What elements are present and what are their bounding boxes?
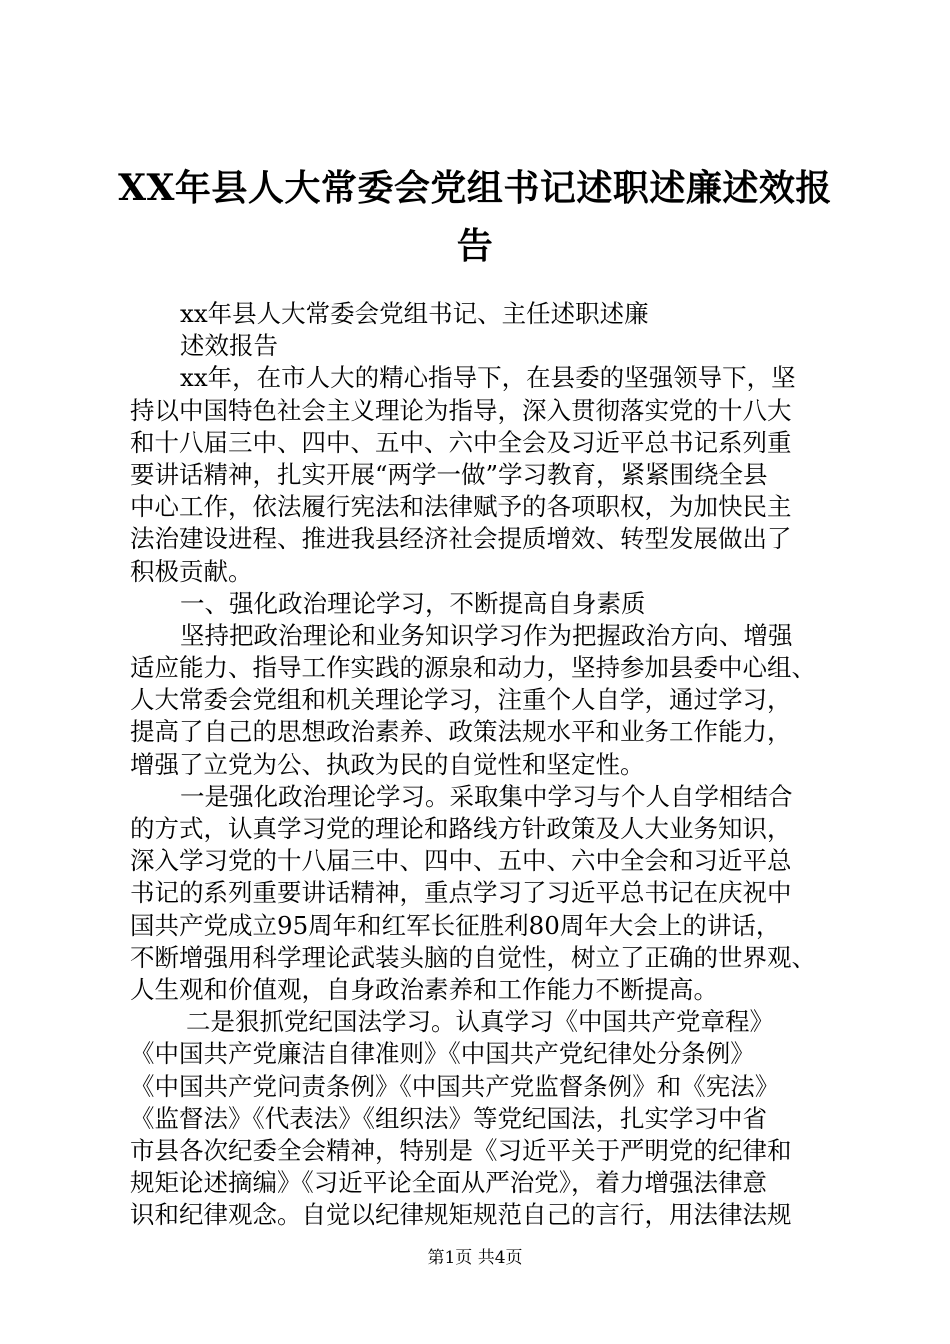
body-line: 市县各次纪委全会精神，特别是《习近平关于严明党的纪律和 (130, 1135, 792, 1165)
body-line: 提高了自己的思想政治素养、政策法规水平和业务工作能力， (130, 717, 792, 747)
body-line: 《监督法》《代表法》《组织法》等党纪国法，扎实学习中省 (130, 1103, 767, 1133)
body-line: 国共产党成立95周年和红军长征胜利80周年大会上的讲话， (130, 910, 781, 940)
body-line: 人生观和价值观，自身政治素养和工作能力不断提高。 (130, 974, 718, 1004)
body-line: 一是强化政治理论学习。采取集中学习与个人自学相结合 (180, 781, 793, 811)
document-title-line-1: XX年县人大常委会党组书记述职述廉述效报 (118, 167, 832, 209)
body-line: 持以中国特色社会主义理论为指导，深入贯彻落实党的十八大 (130, 395, 792, 425)
body-line: 识和纪律观念。自觉以纪律规矩规范自己的言行，用法律法规 (130, 1200, 792, 1230)
body-line: 深入学习党的十八届三中、四中、五中、六中全会和习近平总 (130, 846, 792, 876)
body-line: 《中国共产党廉洁自律准则》《中国共产党纪律处分条例》 (130, 1039, 755, 1069)
body-line: 坚持把政治理论和业务知识学习作为把握政治方向、增强 (180, 620, 793, 650)
body-line: 《中国共产党问责条例》《中国共产党监督条例》和《宪法》 (130, 1071, 780, 1101)
page-footer: 第1页 共4页 (427, 1248, 523, 1268)
body-line: 书记的系列重要讲话精神，重点学习了习近平总书记在庆祝中 (130, 878, 792, 908)
body-line: 积极贡献。 (130, 556, 253, 586)
body-line: 不断增强用科学理论武装头脑的自觉性，树立了正确的世界观、 (130, 942, 816, 972)
document-body (130, 298, 830, 1231)
body-line: 和十八届三中、四中、五中、六中全会及习近平总书记系列重 (130, 427, 792, 457)
body-line: 中心工作，依法履行宪法和法律赋予的各项职权，为加快民主 (130, 492, 792, 522)
body-line: 适应能力、指导工作实践的源泉和动力，坚持参加县委中心组、 (130, 653, 816, 683)
body-line: 法治建设进程、推进我县经济社会提质增效、转型发展做出了 (130, 524, 792, 554)
body-line: xx年县人大常委会党组书记、主任述职述廉 (180, 299, 649, 328)
document-title-line-2: 告 (456, 225, 494, 267)
body-line: 增强了立党为公、执政为民的自觉性和坚定性。 (130, 749, 645, 779)
body-line: 人大常委会党组和机关理论学习，注重个人自学，通过学习， (130, 685, 792, 715)
body-line: 规矩论述摘编》《习近平论全面从严治党》，着力增强法律意 (130, 1168, 767, 1198)
body-line: 述效报告 (180, 331, 278, 361)
body-line: 二是狠抓党纪国法学习。认真学习《中国共产党章程》 (186, 1007, 774, 1037)
body-line: 一、强化政治理论学习，不断提高自身素质 (180, 588, 646, 618)
body-line: 要讲话精神，扎实开展“两学一做”学习教育，紧紧围绕全县 (130, 459, 768, 489)
body-line: xx年，在市人大的精心指导下，在县委的坚强领导下，坚 (180, 363, 796, 393)
body-line: 的方式，认真学习党的理论和路线方针政策及人大业务知识， (130, 814, 792, 843)
